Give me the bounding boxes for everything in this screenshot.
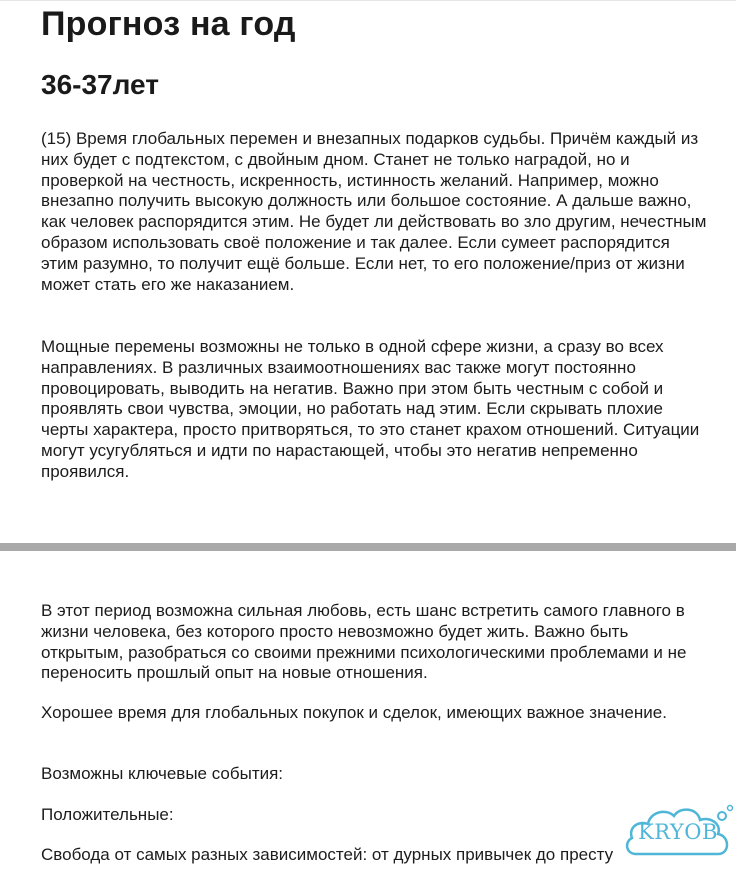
paragraph-freedom: Свобода от самых разных зависимостей: от дурных привычек до престу (41, 845, 614, 864)
age-range-heading: 36-37лет (41, 69, 159, 100)
watermark-label: KRYOB (638, 820, 718, 844)
paragraph-love: В этот период возможна сильная любовь, есть шанс встретить самого главного в жизни человека, без которого просто невозможно будет жить. Важно быть открытым, разобраться со своими прежними психологическими проблемами и не переносить прошлый опыт на новые отношения. (41, 601, 687, 683)
page-separator (0, 543, 736, 551)
paragraph-positive: Положительные: (41, 805, 174, 824)
paragraph-global-changes: (15) Время глобальных перемен и внезапных подарков судьбы. Причём каждый из них будет с подтекстом, с двойным дном. Станет не только наградой, но и проверкой на честность, искренность, истинность желаний. Например, можно внезапно получить высокую должность или большое состояние. А дальше важно, как человек распорядится этим. Не будет ли действовать во зло другим, нечестным образом использовать своё положение и так далее. Если сумеет распорядится этим разумно, то получит ещё больше. Если нет, то его положение/приз от жизни может стать его же наказанием. (41, 129, 707, 294)
paragraph-purchases: Хорошее время для глобальных покупок и сделок, имеющих важное значение. (41, 703, 667, 722)
paragraph-key-events: Возможны ключевые события: (41, 764, 284, 783)
cloud-watermark (622, 802, 734, 866)
page-title: Прогноз на год (41, 5, 296, 43)
paragraph-powerful-changes: Мощные перемены возможны не только в одной сфере жизни, а сразу во всех направлениях. В различных взаимоотношениях вас также могут постоянно провоцировать, выводить на негатив. Важно при этом быть честным с собой и проявлять свои чувства, эмоции, но работать над этим. Если скрывать плохие черты характера, просто притворяться, то это станет крахом отношений. Ситуации могут усугубляться и идти по нарастающей, чтобы это негатив непременно проявился. (41, 337, 700, 481)
